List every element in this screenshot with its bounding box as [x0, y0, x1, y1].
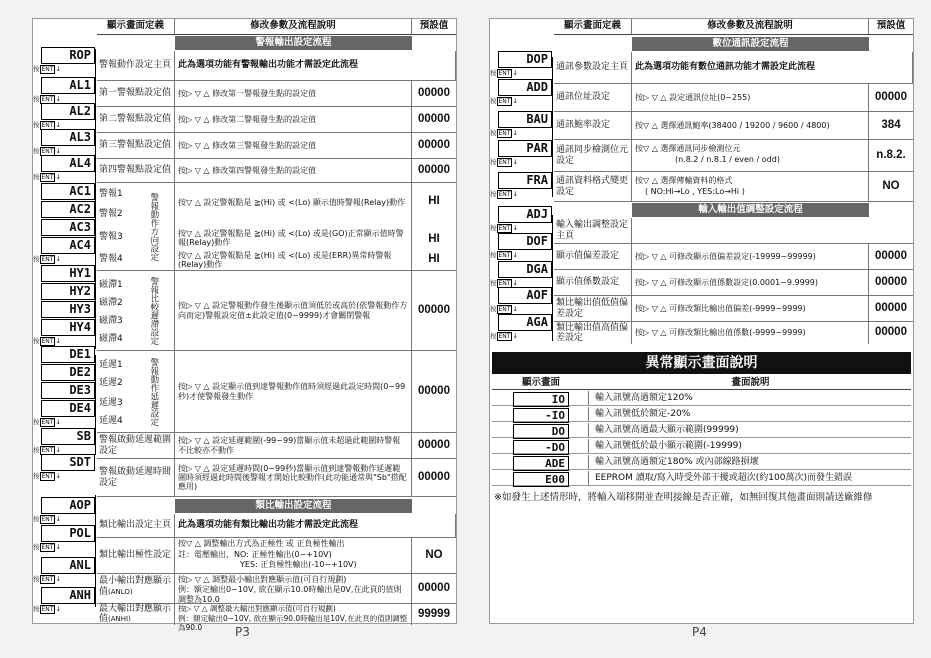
- table-row-adj: 輸入輸出調整設定主頁: [554, 218, 913, 244]
- table-row-al4: 第四警報點設定值 按▷ ▽ △ 修改第四警報發生點的設定值 00000: [97, 159, 456, 183]
- enter-key-label: 按 ENT ↓: [490, 332, 518, 340]
- flow-box-hy1: HY1: [41, 265, 95, 282]
- flow-box-sb: SB: [41, 428, 95, 445]
- abnormal-row: E00 EEPROM 讀取/寫入時受外部干擾或超次(約100萬次)而發生錯誤: [492, 471, 911, 486]
- abnormal-code: -DO: [513, 440, 569, 455]
- table-header: [97, 19, 456, 35]
- section-comm: 數位通訊設定流程: [632, 37, 869, 51]
- table-row-aop: 類比輸出設定主頁 此為選項功能有類比輸出功能才需設定此流程: [97, 514, 456, 538]
- section-analog-output: 類比輸出設定流程: [175, 499, 412, 513]
- table-row-de-group: 延遲1 延遲2 延遲3 延遲4 警報動作延遲設定 按▷ ▽ △ 設定顯示值到達警報動作值時須經過此設定時間(0~99秒)才使警報發生動作 00000: [97, 351, 456, 433]
- table-row-fra: 通訊資料格式變更設定 按▽ △ 選擇傳輸資料的格式 ( NO:Hi→Lo , YES:Lo→Hi ) NO: [554, 172, 913, 202]
- table-row-sdt: 警報啟動延遲時間設定 按▷ ▽ △ 設定延遲時間(0~99秒)當顯示值到達警報動作延遲範圍時須經過此時間後警報才開始比較動作(此功能通常與"Sb"搭配應用) 00000: [97, 459, 456, 497]
- table-row-anl: 最小輸出對應顯示值(ANLO) 按▷ ▽ △ 調整最小輸出對應顯示值(可自行規劃) 例：額定輸出0~10V, 欲在顯示10.0時輸出是0V,在此頁的值則調整為10.0 00000: [97, 574, 456, 604]
- col-screen-header: 顯示畫面定義: [97, 19, 175, 34]
- flow-box-ac2: AC2: [41, 201, 95, 218]
- flow-box-hy2: HY2: [41, 283, 95, 300]
- table-row-ac-group: 警報1 警報2 警報3 警報4 警報動作方向設定 按▽ △ 設定警報點是 ≧(Hi) 或 <(Lo) 顯示值時警報(Relay)動作 按▽ △ 設定警報點是 ≧(Hi) 或 <(Lo) 或是(GO)正常顯示值時警報(Relay)動作 按▽ △ 設定警報點是 ≧(Hi) 或 <(Lo) 或是(ERR)異常時警報(Relay)動作 HI HI HI: [97, 183, 456, 271]
- flow-box-dop: DOP: [498, 51, 552, 68]
- flow-box-al3: AL3: [41, 129, 95, 146]
- abnormal-row: -DO 輸入訊號低於最小顯示範圍(-19999): [492, 439, 911, 454]
- flow-box-aop: AOP: [41, 497, 95, 514]
- flow-box-hy4: HY4: [41, 319, 95, 336]
- flow-strip: [490, 19, 554, 349]
- flow-box-hy3: HY3: [41, 301, 95, 318]
- table-row-anh: 最大輸出對應顯示值(ANHI) 按▷ ▽ △ 調整最大輸出對應顯示值(可自行規劃) 例：額定輸出0~10V, 欲在顯示90.0時輸出是10V,在此頁的值則調整為90.0 99999: [99, 604, 450, 632]
- enter-key-label: 按 ENT ↓: [490, 97, 518, 105]
- flow-box-ac4: AC4: [41, 237, 95, 254]
- manual-page-4: [489, 18, 914, 624]
- enter-key-label: 按 ENT ↓: [33, 255, 61, 263]
- enter-key-label: 按 ENT ↓: [33, 147, 61, 155]
- flow-box-aga: AGA: [498, 314, 552, 331]
- abnormal-code: ADE: [513, 456, 569, 471]
- table-row-dop: 通訊參數設定主頁 此為選項功能有數位通訊功能才需設定此流程: [554, 52, 913, 84]
- flow-box-de1: DE1: [41, 346, 95, 363]
- flow-box-dof: DOF: [498, 233, 552, 250]
- flow-box-ac1: AC1: [41, 183, 95, 200]
- flow-box-al2: AL2: [41, 103, 95, 120]
- enter-key-label: 按 ENT ↓: [33, 605, 61, 613]
- enter-key-label: 按 ENT ↓: [33, 543, 61, 551]
- table-row-sb: 警報啟動延遲範圍設定 按▷ ▽ △ 設定延遲範圍(-99~99)當顯示值未超過此範圍時警報不比較亦不動作 00000: [97, 433, 456, 459]
- enter-key-label: 按 ENT ↓: [490, 279, 518, 287]
- enter-key-label: 按 ENT ↓: [490, 224, 518, 232]
- page-number-p3: P3: [235, 625, 250, 639]
- page-number-p4: P4: [692, 625, 707, 639]
- table-row-aga: 類比輸出值高值偏差設定 按▷ ▽ △ 可修改類比輸出值係數(-9999~9999) 00000: [556, 322, 907, 343]
- table-row-rop: 警報動作設定主頁 此為選項功能有警報輸出功能才需設定此流程: [97, 51, 456, 81]
- flow-box-al1: AL1: [41, 77, 95, 94]
- enter-key-label: 按 ENT ↓: [490, 69, 518, 77]
- abnormal-code: -IO: [513, 408, 569, 423]
- abnormal-row: ADE 輸入訊號高過額定180% 或內部線路損壞: [492, 455, 911, 470]
- table-row-bau: 通訊鮑率設定 按▽ △ 選擇通訊鮑率(38400 / 19200 / 9600 / 4800) 384: [554, 112, 913, 140]
- enter-key-label: 按 ENT ↓: [33, 95, 61, 103]
- flow-box-al4: AL4: [41, 155, 95, 172]
- enter-key-label: 按 ENT ↓: [490, 129, 518, 137]
- enter-key-label: 按 ENT ↓: [33, 515, 61, 523]
- enter-key-label: 按 ENT ↓: [33, 575, 61, 583]
- flow-box-bau: BAU: [498, 111, 552, 128]
- flow-box-sdt: SDT: [41, 454, 95, 471]
- enter-key-label: 按 ENT ↓: [490, 158, 518, 166]
- flow-box-adj: ADJ: [498, 206, 552, 223]
- table-row-par: 通訊同步檢測位元設定 按▽ △ 選擇通訊同步檢測位元 (n.8.2 / n.8.1 / even / odd) n.8.2.: [554, 140, 913, 172]
- flow-box-aof: AOF: [498, 287, 552, 304]
- enter-key-label: 按 ENT ↓: [490, 190, 518, 198]
- flow-box-ac3: AC3: [41, 219, 95, 236]
- flow-box-de2: DE2: [41, 364, 95, 381]
- enter-key-label: 按 ENT ↓: [33, 472, 61, 480]
- table-header: 顯示畫面定義 修改參數及流程說明 預設值: [554, 19, 913, 35]
- flow-box-de4: DE4: [41, 400, 95, 417]
- enter-key-label: 按 ENT ↓: [33, 418, 61, 426]
- abnormal-table-header: 顯示畫面 畫面說明: [492, 375, 911, 390]
- enter-key-label: 按 ENT ↓: [490, 251, 518, 259]
- repair-note: ※如發生上述情形時，將輸入端移開並查明接線是否正確，如無回復其他畫面則請送廠維修: [494, 492, 873, 503]
- abnormal-code: IO: [513, 392, 569, 407]
- flow-box-fra: FRA: [498, 172, 552, 189]
- flow-box-pol: POL: [41, 525, 95, 542]
- table-row-aof: 類比輸出值低值偏差設定 按▷ ▽ △ 可修改類比輸出值偏差(-9999~9999) 00000: [554, 296, 913, 322]
- table-row-al2: 第二警報點設定值 按▷ ▽ △ 修改第二警報發生點的設定值 00000: [97, 107, 456, 133]
- abnormal-code: E00: [513, 472, 569, 487]
- enter-key-label: 按 ENT ↓: [490, 305, 518, 313]
- table-row-dof: 顯示值偏差設定 按▷ ▽ △ 可修改顯示值偏差設定(-19999~99999) 00000: [554, 244, 913, 270]
- enter-key-label: 按 ENT ↓: [33, 173, 61, 181]
- abnormal-section-title: 異常顯示畫面說明: [492, 352, 911, 374]
- abnormal-row: DO 輸入訊號高過最大顯示範圍(99999): [492, 423, 911, 438]
- flow-box-anl: ANL: [41, 557, 95, 574]
- parameter-table: [554, 19, 913, 344]
- table-row-al3: 第三警報點設定值 按▷ ▽ △ 修改第三警報發生點的設定值 00000: [97, 133, 456, 159]
- flow-box-rop: ROP: [41, 47, 95, 64]
- table-row-add: 通訊位址設定 按▷ ▽ △ 設定通訊位址(0~255) 00000: [554, 84, 913, 112]
- flow-box-dga: DGA: [498, 261, 552, 278]
- flow-strip: [33, 19, 97, 623]
- section-io-adjust: 輸入輸出值調整設定流程: [632, 203, 869, 217]
- table-row-al1: 第一警報點設定值 按▷ ▽ △ 修改第一警報發生點的設定值 00000: [97, 81, 456, 107]
- flow-box-par: PAR: [498, 140, 552, 157]
- flow-box-anh: ANH: [41, 587, 95, 604]
- enter-key-label: 按 ENT ↓: [33, 65, 61, 73]
- col-desc-header: 修改參數及流程說明: [175, 19, 412, 34]
- enter-key-label: 按 ENT ↓: [33, 337, 61, 345]
- enter-key-label: 按 ENT ↓: [33, 446, 61, 454]
- section-alarm-output: 警報輸出設定流程: [175, 36, 412, 50]
- col-default-header: 預設值: [419, 20, 449, 32]
- abnormal-code: DO: [513, 424, 569, 439]
- abnormal-row: IO 輸入訊號高過額定120%: [492, 391, 911, 406]
- flow-box-add: ADD: [498, 79, 552, 96]
- table-row-pol: 類比輸出極性設定 按▽ △ 調整輸出方式為正極性 或 正負極性輸出 註：電壓輸出，NO: 正極性輸出(0~+10V) YES: 正負極性輸出(-10~+10V) NO: [97, 538, 456, 574]
- table-row-hy-group: 磁滯1 磁滯2 磁滯3 磁滯4 警報比較遲滯設定 按▷ ▽ △ 設定警報動作發生後顯示值須低於或高於(依警報動作方向而定)警報設定值±此設定值(0~9999)才會關閉警報 00000: [97, 271, 456, 351]
- table-row-dga: 顯示值係數設定 按▷ ▽ △ 可修改顯示值係數設定(0.0001~9.9999) 00000: [554, 270, 913, 296]
- flow-box-de3: DE3: [41, 382, 95, 399]
- enter-key-label: 按 ENT ↓: [33, 121, 61, 129]
- abnormal-row: -IO 輸入訊號低於額定-20%: [492, 407, 911, 422]
